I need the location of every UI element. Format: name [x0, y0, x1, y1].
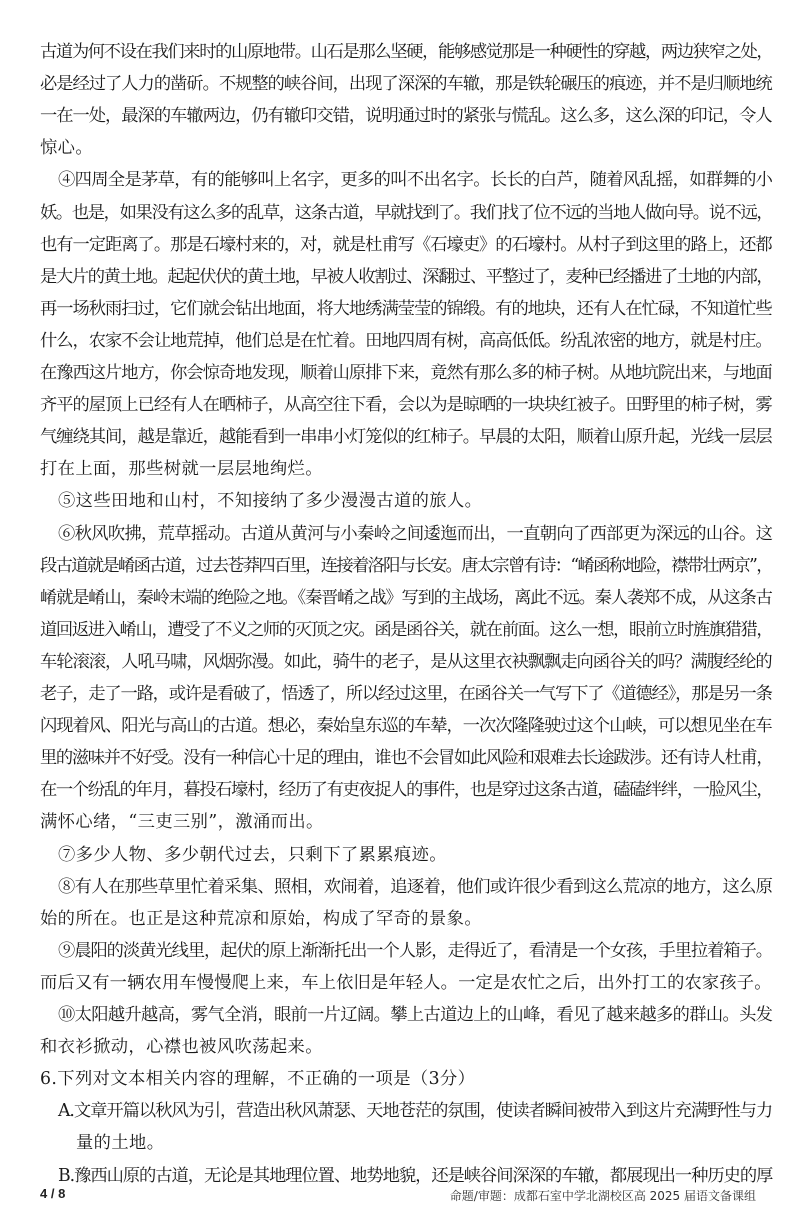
- page-number: 4 / 8: [40, 1186, 66, 1201]
- body-line: 再一场秋雨扫过，它们就会钻出地面，将大地绣满莹莹的锦缎。有的地块，还有人在忙碌，不知道忙些: [40, 298, 772, 319]
- body-line: 惊心。: [40, 138, 94, 159]
- paragraph-8-start: ⑧有人在那些草里忙着采集、照相，欢闹着，追逐着，他们或许很少看到这么荒凉的地方，这么原: [58, 876, 773, 897]
- body-line: 必是经过了人力的凿斫。不规整的峡谷间，出现了深深的车辙，那是铁轮碾压的痕迹，并不是归顺地统: [40, 74, 772, 95]
- body-line: 而后又有一辆农用车慢慢爬上来，车上依旧是年轻人。一定是农忙之后，出外打工的农家孩子。: [40, 972, 772, 993]
- body-line: 闪现着风、阳光与高山的古道。想必，秦始皇东巡的车辇，一次次隆隆驶过这个山峡，可以想见坐在车: [40, 716, 772, 737]
- body-line: 崤就是崤山，秦岭末端的绝险之地。《秦晋崤之战》写到的主战场，离此不远。秦人袭郑不成，从这条古: [40, 587, 772, 608]
- body-line: 齐平的屋顶上已经有人在晒柿子，从高空往下看，会以为是晾晒的一块块红被子。田野里的柿子树，雾: [40, 395, 772, 416]
- body-line: 气缠绕其间，越是靠近，越能看到一串串小灯笼似的红柿子。早晨的太阳，顺着山原升起，光线一层层: [40, 427, 772, 448]
- option-b-line-1: B.豫西山原的古道，无论是其地理位置、地势地貌，还是峡谷间深深的车辙，都展现出一种历史的厚: [58, 1165, 773, 1186]
- option-a-line-2: 量的土地。: [76, 1133, 165, 1154]
- paragraph-4-start: ④四周全是茅草，有的能够叫上名字，更多的叫不出名字。长长的白芦，随着风乱摇，如群舞的小: [58, 170, 773, 191]
- footer-credit: 命题/审题：成都石室中学北湖校区高 2025 届语文备课组: [449, 1189, 756, 1203]
- body-line: 道回返进入崤山，遭受了不义之师的灭顶之灾。函是函谷关，就在前面。这么一想，眼前立时旌旗猎猎，: [40, 619, 773, 640]
- paragraph-6-start: ⑥秋风吹拂，荒草摇动。古道从黄河与小秦岭之间逶迤而出，一直朝向了西部更为深远的山谷。这: [58, 523, 773, 544]
- body-line: 是大片的黄土地。起起伏伏的黄土地，早被人收割过、深翻过、平整过了，麦种已经播进了土地的内部，: [40, 266, 773, 287]
- body-line: 和衣衫掀动，心襟也被风吹荡起来。: [40, 1037, 323, 1058]
- paragraph-10-start: ⑩太阳越升越高，雾气全消，眼前一片辽阔。攀上古道边上的山峰，看见了越来越多的群山。头发: [58, 1005, 773, 1025]
- body-line: 古道为何不设在我们来时的山原地带。山石是那么坚硬，能够感觉那是一种硬性的穿越，两边狭窄之处，: [40, 42, 773, 62]
- paragraph-9-start: ⑨晨阳的淡黄光线里，起伏的原上渐渐托出一个人影，走得近了，看清是一个女孩，手里拉着箱子。: [58, 940, 772, 961]
- paragraph-7: ⑦多少人物、多少朝代过去，只剩下了累累痕迹。: [58, 844, 447, 865]
- body-line: 段古道就是崤函古道，过去苍莽四百里，连接着洛阳与长安。唐太宗曾有诗：“崤函称地险，襟带壮两京”，: [40, 555, 772, 576]
- question-stem: 6.下列对文本相关内容的理解，不正确的一项是（3分）: [40, 1069, 476, 1090]
- body-line: 妖。也是，如果没有这么多的乱草，这条古道，早就找到了。我们找了位不远的当地人做向导。说不远，: [40, 202, 773, 223]
- body-line: 老子，走了一路，或许是看破了，悟透了，所以经过这里，在函谷关一气写下了《道德经》，那是另一条: [40, 684, 772, 704]
- body-line: 也有一定距离了。那是石壕村来的，对，就是杜甫写《石壕吏》的石壕村。从村子到这里的路上，还都: [40, 234, 772, 255]
- body-line: 一在一处，最深的车辙两边，仍有辙印交错，说明通过时的紧张与慌乱。这么多，这么深的印记，令人: [40, 106, 772, 127]
- body-line: 始的所在。也正是这种荒凉和原始，构成了罕奇的景象。: [40, 908, 483, 929]
- paragraph-5: ⑤这些田地和山村，不知接纳了多少漫漫古道的旅人。: [58, 491, 483, 512]
- body-line: 里的滋味并不好受。没有一种信心十足的理由，谁也不会冒如此风险和艰难去长途跋涉。还有诗人杜甫，: [40, 748, 773, 769]
- body-line: 满怀心绪，“三吏三别”，激涌而出。: [40, 812, 324, 833]
- option-a-line-1: A.文章开篇以秋风为引，营造出秋风萧瑟、天地苍茫的氛围，使读者瞬间被带入到这片充满野性与力: [58, 1101, 773, 1122]
- body-line: 在豫西这片地方，你会惊奇地发现，顺着山原排下来，竟然有那么多的柿子树。从地坑院出来，与地面: [40, 363, 772, 383]
- body-line: 车轮滚滚，人吼马啸，风烟弥漫。如此，骑牛的老子，是从这里衣袂飘飘走向函谷关的吗？满腹经纶的: [40, 651, 772, 672]
- body-line: 在一个纷乱的年月，暮投石壕村，经历了有吏夜捉人的事件，也是穿过这条古道，磕磕绊绊，一脸风尘，: [40, 780, 773, 801]
- body-line: 打在上面，那些树就一层层地绚烂。: [40, 459, 323, 480]
- body-line: 什么，农家不会让地荒掉，他们总是在忙着。田地四周有树，高高低低。纷乱浓密的地方，就是村庄。: [40, 330, 772, 351]
